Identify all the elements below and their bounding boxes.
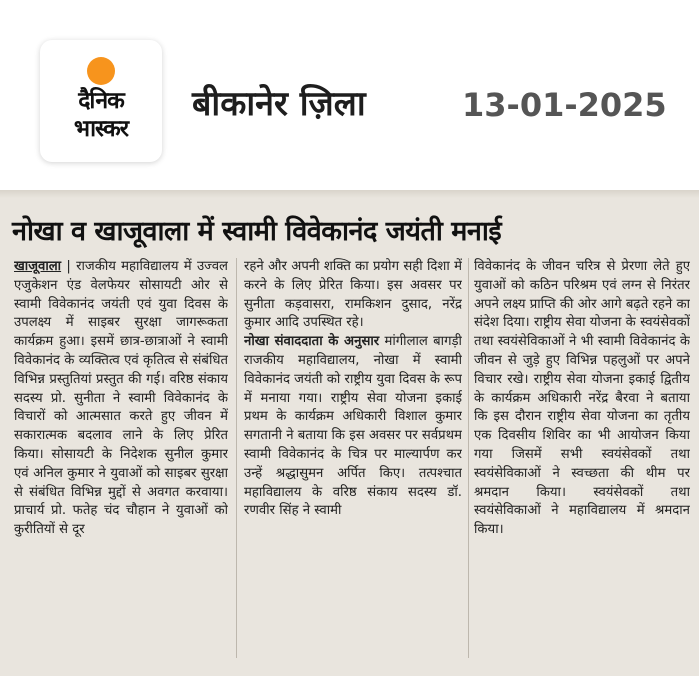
clipping-edge <box>0 190 699 198</box>
logo-line1: दैनिक <box>78 88 124 114</box>
column-divider <box>468 258 469 658</box>
dainik-bhaskar-logo <box>40 40 162 162</box>
article-column-1: खाजूवाला | राजकीय महाविद्यालय में उज्वल एजुकेशन एंड वेलफेयर सोसायटी ओर से स्वामी विवेकानंद जयंती एवं युवा दिवस के उपलक्ष्य में साइबर सुरक्षा जागरूकता कार्यक्रम हुआ। इसमें छात्र-छात्राओं ने स्वामी विवेकानंद के व्यक्तित्व एवं कृतित्व से संबंधित विभिन्न प्रस्तुतियां प्रस्तुत की गई। वरिष्ठ संकाय सदस्य प्रो. सुनीता ने स्वामी विवेकानंद के विचारों को आत्मसात करते हुए जीवन में सकारात्मक बदलाव लाने के लिए प्रेरित किया। सोसायटी के निदेशक सुनील कुमार एवं अनिल कुमार ने युवाओं को साइबर सुरक्षा से संबंधित विभिन्न मुद्दों से अवगत करवाया। प्राचार्य प्रो. फतेह चंद चौहान ने युवाओं को कुरीतियों से दूर <box>14 259 228 538</box>
article-dateline: खाजूवाला <box>14 259 62 274</box>
column-2-text-b: मांगीलाल बागड़ी राजकीय महाविद्यालय, नोखा में स्वामी विवेकानंद जयंती को राष्ट्रीय युवा दिवस के रूप में मनाया गया। राष्ट्रीय सेवा योजना इकाई प्रथम के कार्यक्रम अधिकारी विशाल कुमार सगतानी ने बताया कि इस अवसर पर सर्वप्रथम स्वामी विवेकानंद के चित्र पर माल्यार्पण कर उन्हें श्रद्धासुमन अर्पित किए। तत्पश्चात महाविद्यालय के वरिष्ठ संकाय सदस्य डॉ. रणवीर सिंह ने स्वामी <box>244 334 462 519</box>
article-column-2 <box>244 258 462 668</box>
article-headline: नोखा व खाजूवाला में स्वामी विवेकानंद जयंती मनाई <box>12 216 502 247</box>
column-3-text: विवेकानंद के जीवन चरित्र से प्रेरणा लेते हुए युवाओं को कठिन परिश्रम एवं लग्न से निरंतर अपने लक्ष्य प्राप्ति की ओर आगे बढ़ते रहने का संदेश दिया। राष्ट्रीय सेवा योजना के स्वयंसेवकों तथा स्वयंसेविकाओं ने भी स्वामी विवेकानंद के जीवन से जुड़े हुए विभिन्न पहलुओं पर अपने विचार रखे। राष्ट्रीय सेवा योजना इकाई द्वितीय के कार्यक्रम अधिकारी नरेंद्र बैरवा ने बताया कि इस दौरान राष्ट्रीय सेवा योजना का तृतीय एक दिवसीय शिविर का भी आयोजन किया गया जिसमें सभी स्वयंसेवकों तथा स्वयंसेविकाओं ने स्वच्छता की थीम पर श्रमदान किया। स्वयंसेवकों तथा स्वयंसेविकाओं ने महाविद्यालय में श्रमदान किया। <box>474 259 690 538</box>
column-1-text: राजकीय महाविद्यालय में उज्वल एजुकेशन एंड वेलफेयर सोसायटी ओर से स्वामी विवेकानंद जयंती एवं युवा दिवस के उपलक्ष्य में साइबर सुरक्षा जागरूकता कार्यक्रम हुआ। इसमें छात्र-छात्राओं ने स्वामी विवेकानंद के व्यक्तित्व एवं कृतित्व से संबंधित विभिन्न प्रस्तुतियां प्रस्तुत की गई। वरिष्ठ संकाय सदस्य प्रो. सुनीता ने स्वामी विवेकानंद के विचारों को आत्मसात करते हुए जीवन में सकारात्मक बदलाव लाने के लिए प्रेरित किया। सोसायटी के निदेशक सुनील कुमार एवं अनिल कुमार ने युवाओं को साइबर सुरक्षा से संबंधित विभिन्न मुद्दों से अवगत करवाया। प्राचार्य प्रो. फतेह चंद चौहान ने युवाओं को कुरीतियों से दूर <box>14 259 228 538</box>
column-divider <box>236 258 237 658</box>
column-2-text-a: रहने और अपनी शक्ति का प्रयोग सही दिशा में करने के लिए प्रेरित किया। इस अवसर पर सुनीता कड़वासरा, रामकिशन दुसाद, नरेंद्र कुमार आदि उपस्थित रहे। <box>244 259 462 331</box>
logo-line2: भास्कर <box>73 116 129 142</box>
district-title: बीकानेर ज़िला <box>192 84 366 124</box>
page-header <box>0 0 699 190</box>
nokha-subheading: नोखा संवाददाता के अनुसार <box>244 334 380 350</box>
article-column-3 <box>474 258 690 668</box>
edition-date: 13-01-2025 <box>462 86 667 124</box>
sun-icon <box>87 57 115 85</box>
